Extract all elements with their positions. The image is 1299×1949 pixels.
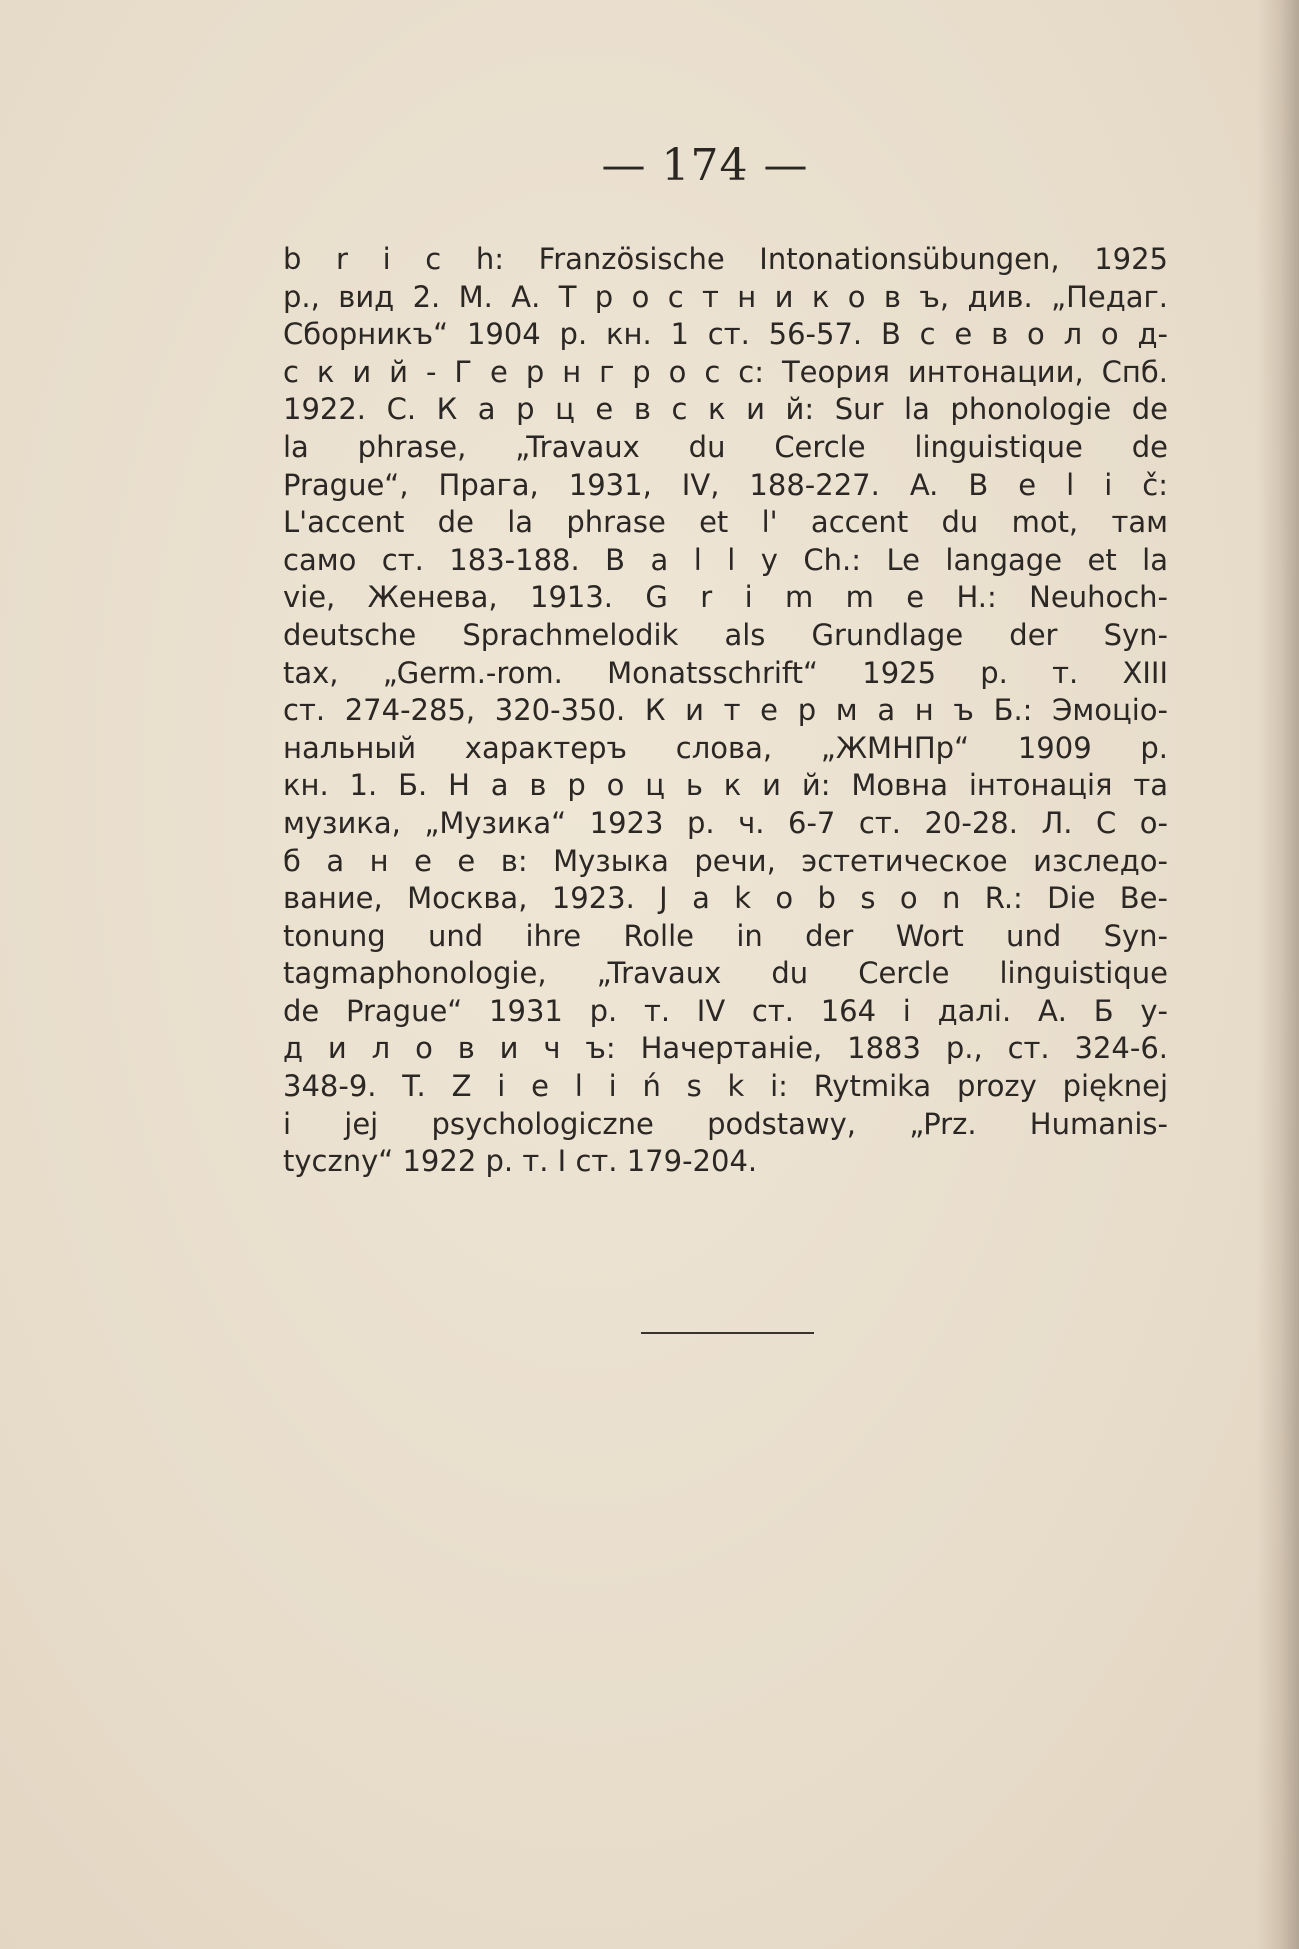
text-line: de Prague“ 1931 p. т. IV ст. 164 і далі. А. Б у- [283,993,1168,1028]
text-line: L'accent de la phrase et l' accent du mot, там [283,505,1168,540]
text-line: i jej psychologiczne podstawy, „Prz. Humanis- [283,1106,1168,1141]
text-line: Сборникъ“ 1904 р. кн. 1 ст. 56-57. В с е в о л о д- [283,317,1168,352]
text-line: vie, Женева, 1913. G r i m m e H.: Neuhoch- [283,580,1168,615]
text-line: само ст. 183-188. B a l l y Ch.: Le langage et la [283,542,1168,577]
text-line: б а н е е в: Музыка речи, эстетическое изследо- [283,843,1168,878]
section-end-rule [641,1332,814,1334]
text-line: la phrase, „Travaux du Cercle linguistique de [283,429,1168,464]
bibliography-text [283,241,1168,1181]
text-line: 1922. С. К а р ц е в с к и й: Sur la phonologie de [283,392,1168,427]
text-line: вание, Москва, 1923. J a k o b s o n R.: Die Be- [283,881,1168,916]
spine-shadow [1257,0,1299,1949]
text-line: tagmaphonologie, „Travaux du Cercle linguistique [283,956,1168,991]
page-number: — 174 — [601,140,809,191]
text-line: tax, „Germ.-rom. Monatsschrift“ 1925 p. т. XIII [283,655,1168,690]
text-line: д и л о в и ч ъ: Начертаніе, 1883 р., ст. 324-6. [283,1031,1168,1066]
text-line: tonung und ihre Rolle in der Wort und Syn- [283,918,1168,953]
text-line: с к и й - Г е р н г р о с с: Теория интонации, Спб. [283,354,1168,389]
text-line: музика, „Музика“ 1923 р. ч. 6-7 ст. 20-28. Л. С о- [283,805,1168,840]
text-line: p., вид 2. М. А. Т р о с т н и к о в ъ, див. „Педаг. [283,279,1168,314]
text-line: 348-9. T. Z i e l i ń s k i: Rytmika prozy pięknej [283,1069,1168,1104]
text-line: b r i c h: Französische Intonationsübungen, 1925 [283,242,1168,276]
text-line: Prague“, Прага, 1931, IV, 188-227. A. B e l i č: [283,467,1168,502]
text-line: нальный характеръ слова, „ЖМНПр“ 1909 р. [283,730,1168,765]
text-line: ст. 274-285, 320-350. К и т е р м а н ъ Б.: Эмоціо- [283,693,1168,728]
text-line: tyczny“ 1922 p. т. I ст. 179-204. [283,1144,758,1179]
text-line: кн. 1. Б. Н а в р о ц ь к и й: Мовна інтонація та [283,768,1168,803]
text-line: deutsche Sprachmelodik als Grundlage der Syn- [283,617,1168,652]
